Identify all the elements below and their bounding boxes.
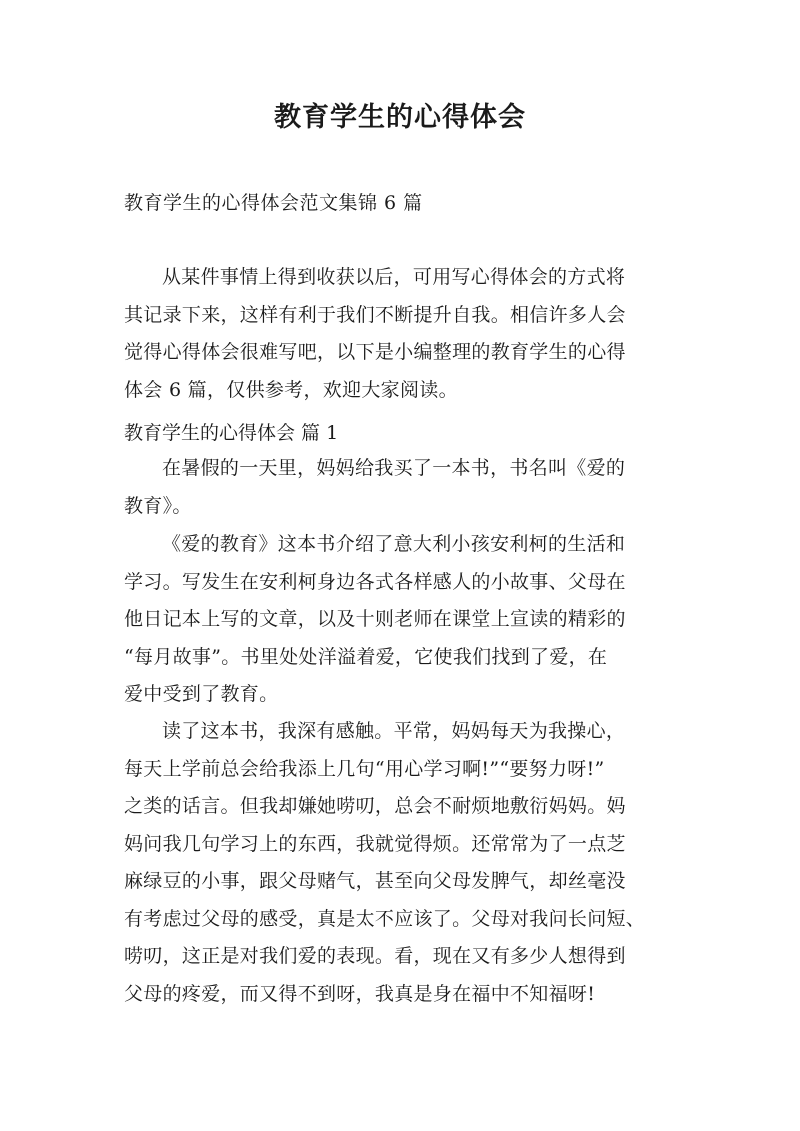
paragraph-line: 学习。写发生在安利柯身边各式各样感人的小故事、父母在 [124,570,626,593]
section-heading: 教育学生的心得体会 篇 1 [124,422,339,444]
paragraph-line: 《爱的教育》这本书介绍了意大利小孩安利柯的生活和 [162,533,626,555]
intro-line: 体会 6 篇，仅供参考，欢迎大家阅读。 [124,378,458,401]
document-title: 教育学生的心得体会 [274,102,526,133]
paragraph-line: “每月故事”。书里处处洋溢着爱，它使我们找到了爱，在 [124,645,608,668]
intro-line: 其记录下来，这样有利于我们不断提升自我。相信许多人会 [124,303,626,326]
intro-line: 觉得心得体会很难写吧，以下是小编整理的教育学生的心得 [124,341,626,363]
paragraph-line: 他日记本上写的文章，以及十则老师在课堂上宣读的精彩的 [124,608,626,630]
paragraph-line: 麻绿豆的小事，跟父母赌气，甚至向父母发脾气，却丝毫没 [124,870,626,892]
paragraph-line: 有考虑过父母的感受，真是太不应该了。父母对我问长问短、 [124,907,646,930]
document-subtitle: 教育学生的心得体会范文集锦 6 篇 [124,192,423,214]
paragraph-line: 父母的疼爱，而又得不到呀，我真是身在福中不知福呀! [124,982,596,1005]
paragraph-3 [124,713,680,1013]
paragraph-line: 教育》。 [124,494,192,517]
paragraph-line: 之类的话言。但我却嫌她唠叨，总会不耐烦地敷衍妈妈。妈 [124,795,626,817]
paragraph-line: 爱中受到了教育。 [124,683,279,705]
paragraph-line: 读了这本书，我深有感触。平常，妈妈每天为我操心， [162,720,626,742]
paragraph-line: 唠叨，这正是对我们爱的表现。看，现在又有多少人想得到 [124,945,626,967]
paragraph-line: 在暑假的一天里，妈妈给我买了一本书，书名叫《爱的 [162,457,626,479]
paragraph-line: 每天上学前总会给我添上几句“用心学习啊!”“要努力呀!” [124,757,605,780]
paragraph-line: 妈问我几句学习上的东西，我就觉得烦。还常常为了一点芝 [124,832,626,855]
intro-line: 从某件事情上得到收获以后，可用写心得体会的方式将 [162,266,626,288]
intro-paragraph [124,259,680,409]
paragraph-1 [124,450,680,525]
paragraph-2 [124,526,680,714]
